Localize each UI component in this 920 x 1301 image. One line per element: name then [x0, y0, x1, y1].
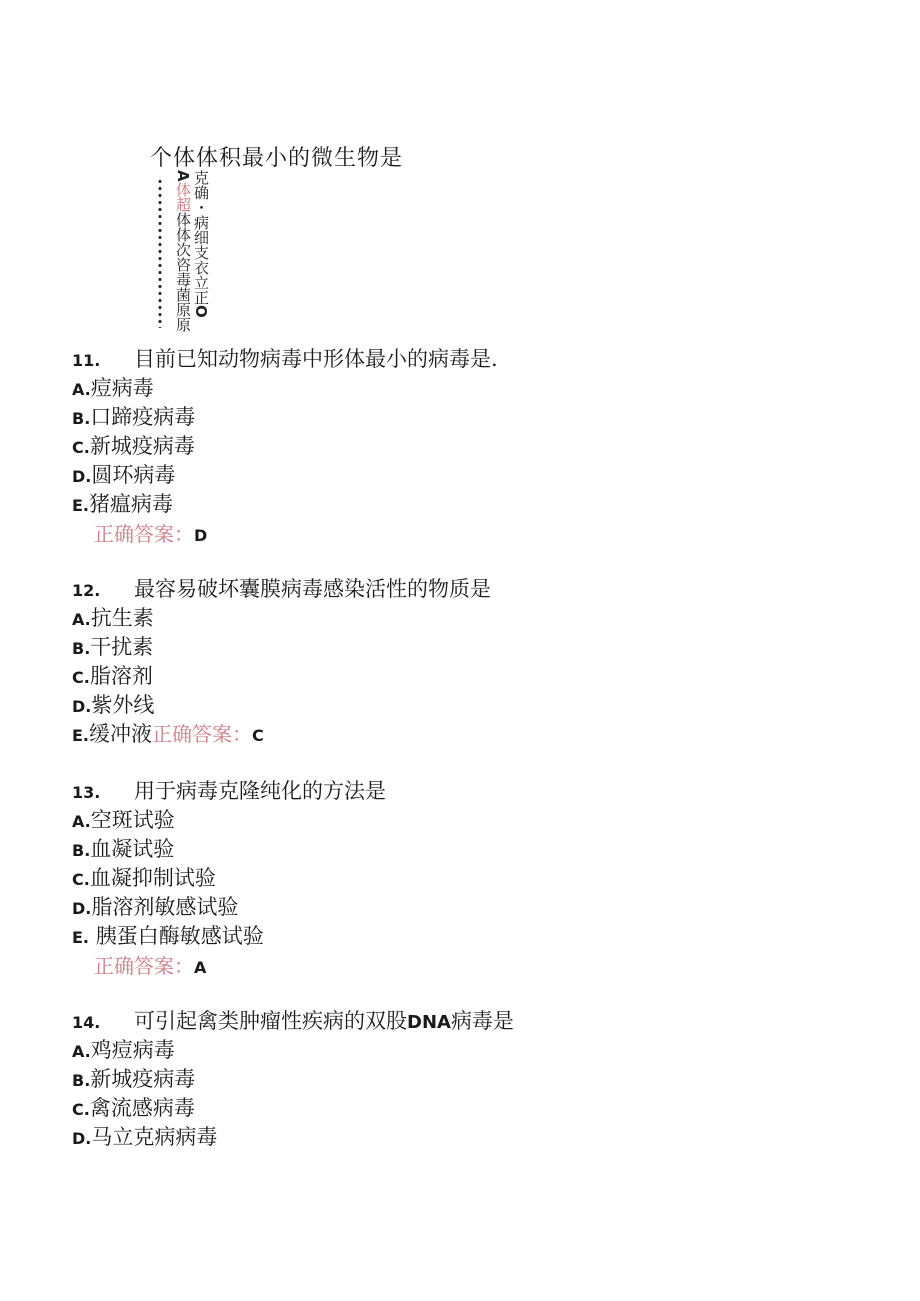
answer-value: A [194, 958, 207, 977]
answer-11 [94, 518, 207, 547]
option-12-c [72, 660, 153, 690]
option-letter: A. [72, 380, 91, 399]
option-text: 马立克病病毒 [91, 1125, 218, 1149]
option-14-c [72, 1092, 195, 1122]
option-13-e [72, 920, 264, 950]
question-14 [72, 1005, 514, 1035]
option-12-d [72, 689, 154, 719]
option-13-c [72, 862, 216, 892]
answer-value: C [252, 726, 264, 745]
dotted-leader [158, 178, 162, 328]
vertical-column-2 [192, 170, 210, 318]
vertical-column-1-rest: 体体次咨毒菌原原 [174, 211, 192, 332]
option-letter: D. [72, 1129, 92, 1148]
option-text: 新城疫病毒 [90, 1067, 196, 1091]
option-text: 紫外线 [91, 693, 155, 717]
question-11 [72, 343, 498, 373]
vertical-column-2-rest: 克确・病细支衣立正 [192, 170, 210, 305]
option-13-b [72, 833, 174, 863]
vertical-text-fragment [150, 170, 230, 335]
question-text: 最容易破坏囊膜病毒感染活性的物质是 [134, 577, 491, 601]
question-text-bold: DNA [407, 1012, 451, 1033]
option-text: 脂溶剂敏感试验 [91, 895, 239, 919]
option-letter: B. [72, 639, 91, 658]
answer-value: D [194, 526, 208, 545]
answer-label: 正确答案： [152, 722, 253, 746]
option-text: 血凝抑制试验 [89, 866, 216, 890]
question-number: 11. [72, 351, 101, 370]
option-text: 圆环病毒 [91, 463, 176, 487]
option-letter: C. [72, 870, 90, 889]
question-text-before: 可引起禽类肿瘤性疾病的双股 [134, 1009, 407, 1033]
option-text: 痘病毒 [90, 376, 154, 400]
option-14-a [72, 1034, 175, 1064]
option-letter: E. [72, 928, 90, 947]
option-text: 鸡痘病毒 [90, 1038, 175, 1062]
option-letter: E. [72, 726, 90, 745]
option-letter: B. [72, 409, 91, 428]
question-text: 用于病毒克隆纯化的方法是 [134, 779, 386, 803]
option-text: 干扰素 [90, 635, 154, 659]
option-letter: D. [72, 697, 92, 716]
option-text: 禽流感病毒 [89, 1096, 195, 1120]
option-letter: D. [72, 899, 92, 918]
option-text: 猪瘟病毒 [89, 492, 174, 516]
option-text: 空斑试验 [90, 808, 175, 832]
option-12-b [72, 631, 153, 661]
answer-13 [94, 950, 206, 979]
option-letter: E. [72, 496, 90, 515]
option-text: 新城疫病毒 [89, 434, 195, 458]
option-letter: B. [72, 841, 91, 860]
option-13-d [72, 891, 238, 921]
option-11-a [72, 372, 154, 402]
option-11-d [72, 459, 175, 489]
option-letter: C. [72, 1100, 90, 1119]
question-number: 12. [72, 581, 101, 600]
option-text: 胰蛋白酶敏感试验 [89, 924, 264, 948]
option-11-c [72, 430, 195, 460]
option-letter: A. [72, 1042, 91, 1061]
question-text-after: 病毒是 [450, 1009, 514, 1033]
option-letter: C. [72, 668, 90, 687]
vertical-column-1-pink: 体超 [174, 181, 192, 212]
option-text: 缓冲液 [89, 722, 153, 746]
option-letter: C. [72, 438, 90, 457]
question-13 [72, 775, 386, 805]
option-13-a [72, 804, 175, 834]
vertical-column-2-end: O [192, 305, 210, 318]
option-14-d [72, 1121, 217, 1151]
question-text: 目前已知动物病毒中形体最小的病毒是. [134, 347, 498, 371]
option-11-e [72, 488, 173, 518]
option-letter: D. [72, 467, 92, 486]
option-letter: A. [72, 812, 91, 831]
answer-label: 正确答案： [94, 522, 194, 546]
vertical-column-1-top: A [174, 170, 192, 182]
option-text: 脂溶剂 [89, 664, 153, 688]
option-text: 血凝试验 [90, 837, 175, 861]
option-text: 抗生素 [90, 606, 154, 630]
option-text: 口蹄疫病毒 [90, 405, 196, 429]
option-letter: A. [72, 610, 91, 629]
option-11-b [72, 401, 195, 431]
option-14-b [72, 1063, 195, 1093]
answer-label: 正确答案： [94, 954, 194, 978]
question-number: 13. [72, 783, 101, 802]
question-12 [72, 573, 491, 603]
fragment-lead-text: 个体体积最小的微生物是 [150, 146, 404, 171]
option-letter: B. [72, 1071, 91, 1090]
option-12-a [72, 602, 154, 632]
question-number: 14. [72, 1013, 101, 1032]
vertical-column-1 [174, 170, 192, 332]
option-12-e [72, 718, 264, 748]
